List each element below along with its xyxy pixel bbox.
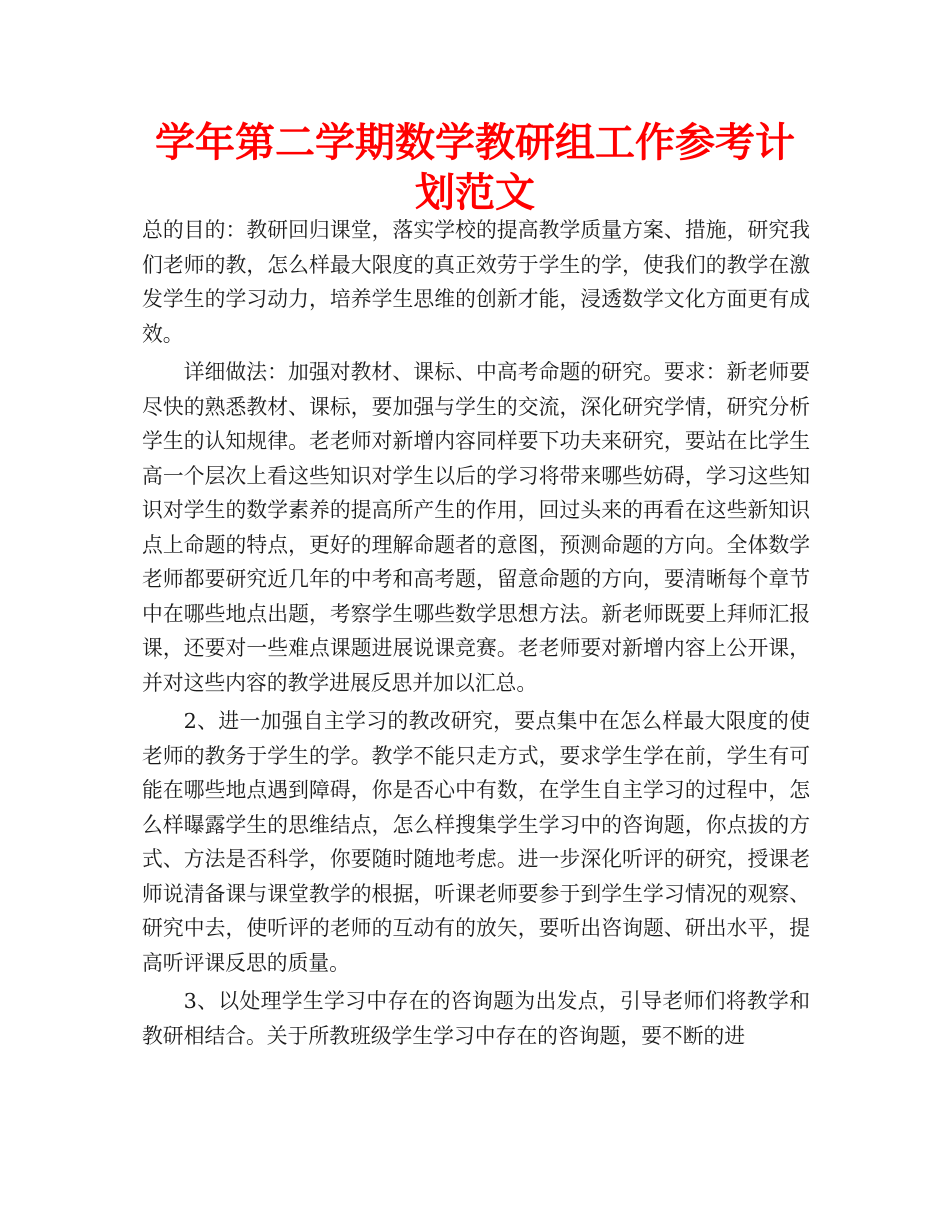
document-body — [142, 213, 810, 1057]
paragraph-item-3: 3、以处理学生学习中存在的咨询题为出发点，引导老师们将教学和教研相结合。关于所教班级学生学习中存在的咨询题，要不断的进 — [142, 989, 810, 1048]
paragraph-item-2: 2、进一加强自主学习的教改研究，要点集中在怎么样最大限度的使老师的教务于学生的学。教学不能只走方式，要求学生学在前，学生有可能在哪些地点遇到障碍，你是否心中有数，在学生自主学习的过程中，怎么样曝露学生的思维结点，怎么样搜集学生学习中的咨询题，你点拔的方式、方法是否科学，你要随时随地考虑。进一步深化听评的研究，授课老师说清备课与课堂教学的根据，听课老师要参于到学生学习情况的观察、研究中去，使听评的老师的互动有的放矢，要听出咨询题、研出水平，提高听评课反思的质量。 — [142, 709, 810, 975]
paragraph-method: 详细做法：加强对教材、课标、中高考命题的研究。要求：新老师要尽快的熟悉教材、课标，要加强与学生的交流，深化研究学情，研究分析学生的认知规律。老老师对新增内容同样要下功夫来研究，要站在比学生高一个层次上看这些知识对学生以后的学习将带来哪些妨碍，学习这些知识对学生的数学素养的提高所产生的作用，回过头来的再看在这些新知识点上命题的特点，更好的理解命题者的意图，预测命题的方向。全体数学老师都要研究近几年的中考和高考题，留意命题的方向，要清晰每个章节中在哪些地点出题，考察学生哪些数学思想方法。新老师既要上拜师汇报课，还要对一些难点课题进展说课竞赛。老老师要对新增内容上公开课，并对这些内容的教学进展反思并加以汇总。 — [142, 360, 810, 695]
document-title: 学年第二学期数学教研组工作参考计划范文 — [155, 119, 795, 216]
paragraph-goal: 总的目的：教研回归课堂，落实学校的提高教学质量方案、措施，研究我们老师的教，怎么样最大限度的真正效劳于学生的学，使我们的教学在激发学生的学习动力，培养学生思维的创新才能，浸透数学文化方面更有成效。 — [142, 218, 810, 346]
